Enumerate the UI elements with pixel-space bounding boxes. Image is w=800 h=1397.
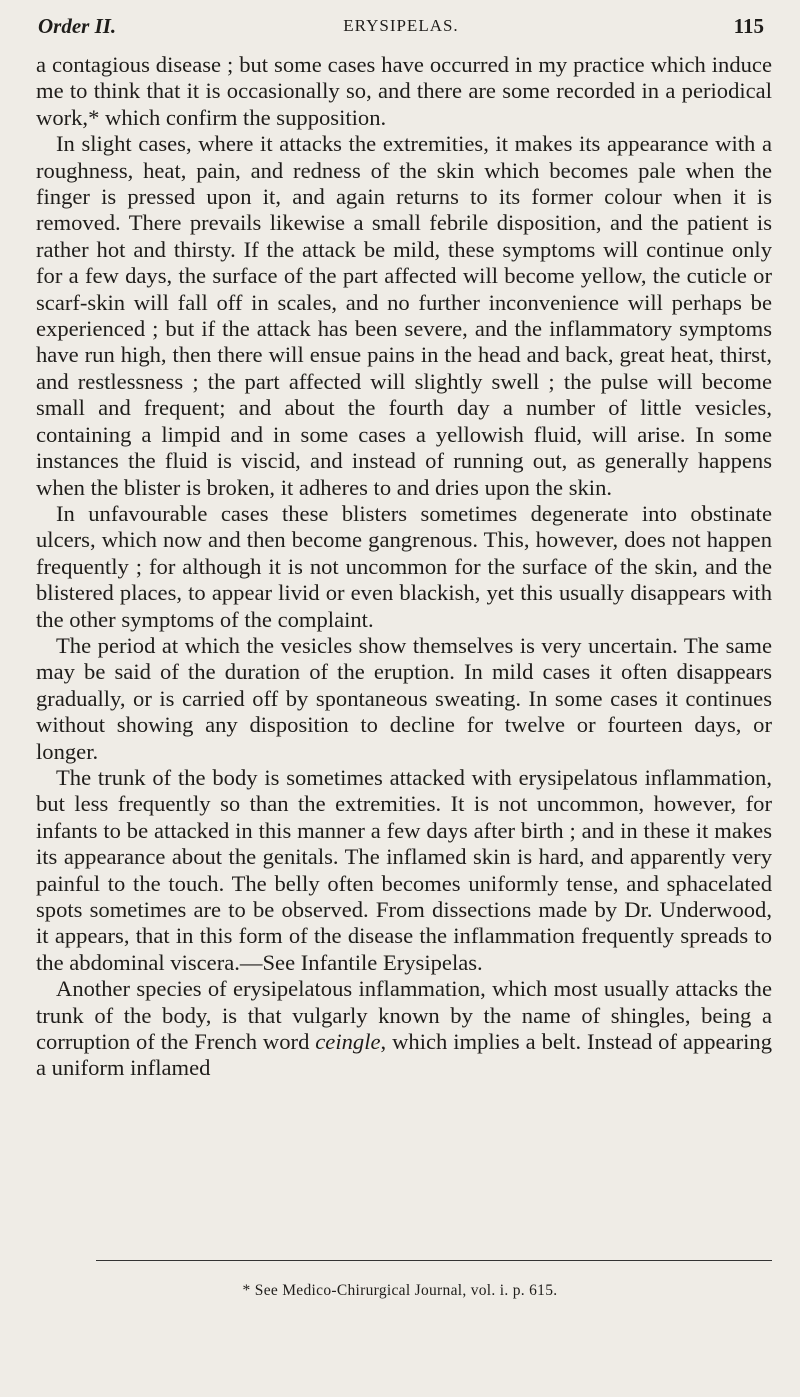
paragraph-6 — [36, 976, 772, 1082]
paragraph-1: a contagious disease ; but some cases have occurred in my practice which induce me to think that it is occasionally so, and there are some recorded in a periodical work,* which confirm the supposition. — [36, 52, 772, 130]
paragraph-6-text-start: Another species of erysipelatous inflammation, which most usually attacks the trunk of the body, is that vulgarly known by the name of shingles, being a corruption of the French word — [36, 976, 772, 1055]
paragraph-3: In unfavourable cases these blisters sometimes degenerate into obstinate ulcers, which now and then become gangrenous. This, however, does not happen frequently ; for although it is not uncommon for the surface of the skin, and the blistered places, to appear livid or even blackish, yet this usually disappears with the other symptoms of the complaint. — [36, 500, 772, 632]
footnote-divider — [96, 1260, 772, 1261]
header-page-number: 115 — [733, 14, 764, 38]
paragraph-5: The trunk of the body is sometimes attacked with erysipelatous inflammation, but less frequently so than the extremities. It is not uncommon, however, for infants to be attacked in this manner a few days after birth ; and in these it makes its appearance about the genitals. The inflamed skin is hard, and apparently very painful to the touch. The belly often becomes uniformly tense, and sphacelated spots sometimes are to be observed. From dissections made by Dr. Underwood, it appears, that in this form of the disease the inflammation frequently spreads to the abdominal viscera.—See Infantile Erysipelas. — [36, 764, 772, 975]
paragraph-4: The period at which the vesicles show themselves is very uncertain. The same may be said of the duration of the eruption. In mild cases it often disappears gradually, or is carried off by spontaneous sweating. In some cases it continues without showing any disposition to decline for twelve or fourteen days, or longer. — [36, 632, 772, 764]
body-text — [36, 52, 772, 1082]
paragraph-2: In slight cases, where it attacks the extremities, it makes its appearance with a roughness, heat, pain, and redness of the skin which becomes pale when the finger is pressed upon it, and again returns to its former colour when it is removed. There prevails likewise a small febrile disposition, and the patient is rather hot and thirsty. If the attack be mild, these symptoms will continue only for a few days, the surface of the part affected will become yellow, the cuticle or scarf-skin will fall off in scales, and no further inconvenience will perhaps be experienced ; but if the attack has been severe, and the inflammatory symptoms have run high, then there will ensue pains in the head and back, great heat, thirst, and restlessness ; the part affected will slightly swell ; the pulse will become small and frequent; and about the fourth day a number of little vesicles, containing a limpid and in some cases a yellowish fluid, will arise. In some instances the fluid is viscid, and instead of running out, as generally happens when the blister is broken, it adheres to and dries upon the skin. — [36, 131, 772, 500]
running-header — [38, 6, 764, 46]
header-running-title: ERYSIPELAS. — [343, 16, 459, 35]
paragraph-6-italic-word: ceingle — [315, 1029, 381, 1055]
paragraph-6-text-end: , which implies a belt. Instead of appearing a uniform inflamed — [36, 1029, 772, 1081]
header-section: Order II. — [38, 14, 117, 38]
footnote: * See Medico-Chirurgical Journal, vol. i. p. 615. — [242, 1282, 558, 1299]
